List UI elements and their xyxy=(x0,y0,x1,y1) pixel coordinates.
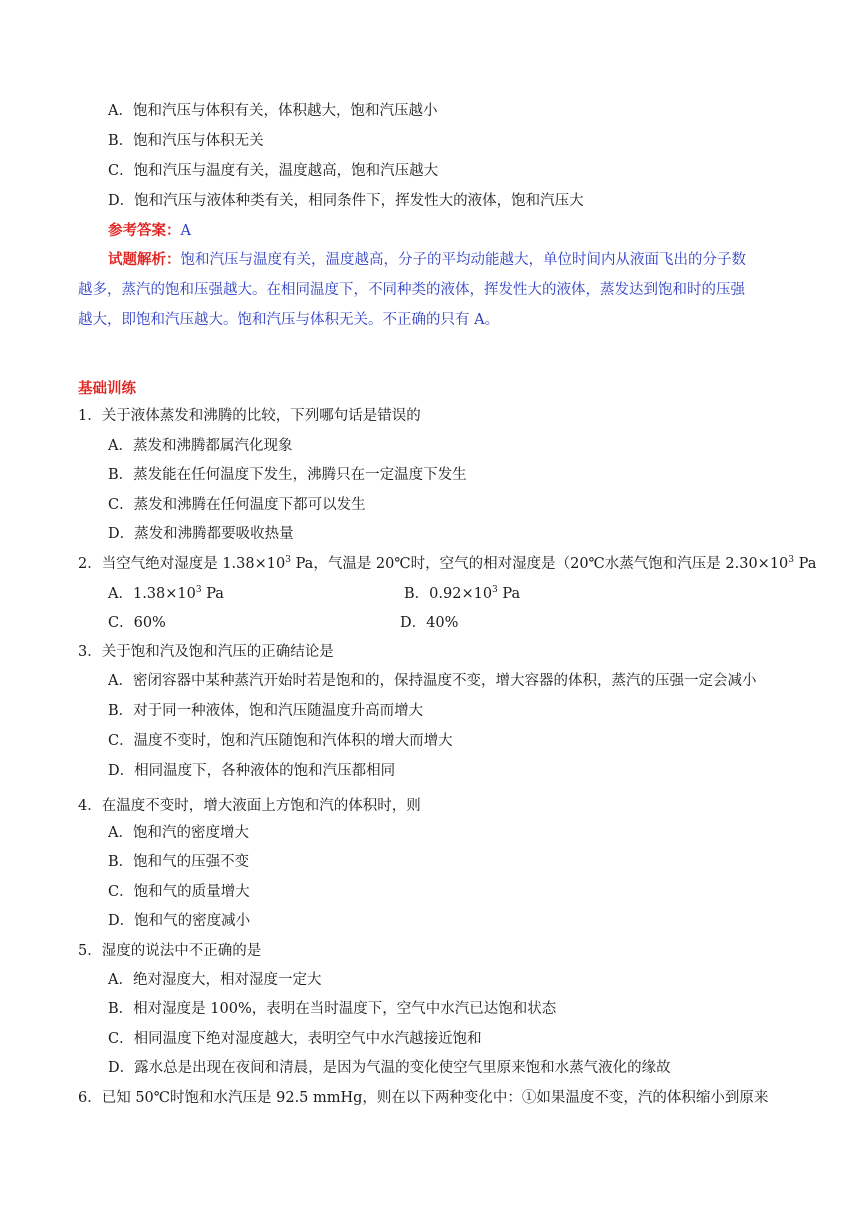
q3-option-d: D．相同温度下，各种液体的饱和汽压都相同 xyxy=(108,763,396,779)
q2-options-row-2 xyxy=(108,613,784,633)
intro-option-b: B．饱和汽压与体积无关 xyxy=(108,133,264,149)
q3-stem: 3．关于饱和汽及饱和汽压的正确结论是 xyxy=(78,644,334,660)
answer-value: A xyxy=(180,223,191,239)
q2-option-b xyxy=(404,584,520,604)
q2-stem-exponent-2: 3 xyxy=(788,555,795,566)
q2-option-b-unit: Pa xyxy=(497,586,521,602)
q2-option-c: C．60% xyxy=(108,615,166,631)
q2-option-a-unit: Pa xyxy=(201,586,224,602)
answer-label: 参考答案： xyxy=(108,222,181,239)
q1-stem: 1．关于液体蒸发和沸腾的比较，下列哪句话是错误的 xyxy=(78,408,421,424)
q4-option-d: D．饱和气的密度减小 xyxy=(108,913,251,929)
q5-option-c: C．相同温度下绝对湿度越大，表明空气中水汽越接近饱和 xyxy=(108,1031,482,1047)
q5-option-d: D．露水总是出现在夜间和清晨，是因为气温的变化使空气里原来饱和水蒸气液化的缘故 xyxy=(108,1060,671,1076)
q1-option-b: B．蒸发能在任何温度下发生，沸腾只在一定温度下发生 xyxy=(108,467,467,483)
q2-stem-part-b: Pa，气温是 20℃时，空气的相对湿度是（20℃水蒸气饱和汽压是 2.30×10 xyxy=(290,556,789,572)
q2-option-b-exponent: 3 xyxy=(492,585,498,596)
q2-stem-exponent-1: 3 xyxy=(285,555,291,566)
answer-line xyxy=(108,221,191,241)
analysis-line-3: 越大，即饱和汽压越大。饱和汽压与体积无关。不正确的只有 A。 xyxy=(78,312,500,328)
q1-option-c: C．蒸发和沸腾在任何温度下都可以发生 xyxy=(108,497,366,513)
q3-option-b: B．对于同一种液体，饱和汽压随温度升高而增大 xyxy=(108,703,424,719)
q1-option-d: D．蒸发和沸腾都要吸收热量 xyxy=(108,526,294,542)
analysis-line-1 xyxy=(108,250,746,270)
q2-stem xyxy=(78,554,816,574)
q2-option-d: D．40% xyxy=(400,615,459,631)
q5-option-a: A．绝对湿度大，相对湿度一定大 xyxy=(108,972,322,988)
q5-stem: 5．湿度的说法中不正确的是 xyxy=(78,943,262,959)
analysis-label: 试题解析： xyxy=(108,251,181,268)
section-title: 基础训练 xyxy=(78,380,136,397)
q4-option-a: A．饱和汽的密度增大 xyxy=(108,825,249,841)
q6-stem: 6．已知 50℃时饱和水汽压是 92.5 mmHg，则在以下两种变化中：①如果温度不变，汽的体积缩小到原来 xyxy=(78,1090,769,1106)
intro-option-d: D．饱和汽压与液体种类有关，相同条件下，挥发性大的液体，饱和汽压大 xyxy=(108,193,584,209)
q4-option-b: B．饱和气的压强不变 xyxy=(108,854,250,870)
q3-option-c: C．温度不变时，饱和汽压随饱和汽体积的增大而增大 xyxy=(108,733,453,749)
q2-options-row-1 xyxy=(108,584,784,604)
q3-option-a: A．密闭容器中某种蒸汽开始时若是饱和的，保持温度不变，增大容器的体积，蒸汽的压强一定会减小 xyxy=(108,673,757,689)
q2-option-a-exponent: 3 xyxy=(195,585,202,596)
analysis-line-2: 越多，蒸汽的饱和压强越大。在相同温度下，不同种类的液体，挥发性大的液体，蒸发达到饱和时的压强 xyxy=(78,282,745,298)
intro-option-c: C．饱和汽压与温度有关，温度越高，饱和汽压越大 xyxy=(108,163,439,179)
q2-stem-part-c: Pa xyxy=(794,556,817,572)
q2-option-a-text: A．1.38×10 xyxy=(108,586,196,602)
intro-option-a: A．饱和汽压与体积有关，体积越大，饱和汽压越小 xyxy=(108,103,438,119)
q2-option-a xyxy=(108,586,224,602)
q5-option-b: B．相对湿度是 100%，表明在当时温度下，空气中水汽已达饱和状态 xyxy=(108,1001,557,1017)
analysis-text-1: 饱和汽压与温度有关，温度越高，分子的平均动能越大，单位时间内从液面飞出的分子数 xyxy=(180,252,746,268)
q4-option-c: C．饱和气的质量增大 xyxy=(108,884,250,900)
q2-stem-part-a: 2．当空气绝对湿度是 1.38×10 xyxy=(78,556,286,572)
q1-option-a: A．蒸发和沸腾都属汽化现象 xyxy=(108,438,293,454)
q2-option-b-text: B．0.92×10 xyxy=(404,586,493,602)
q4-stem: 4．在温度不变时，增大液面上方饱和汽的体积时，则 xyxy=(78,798,421,814)
